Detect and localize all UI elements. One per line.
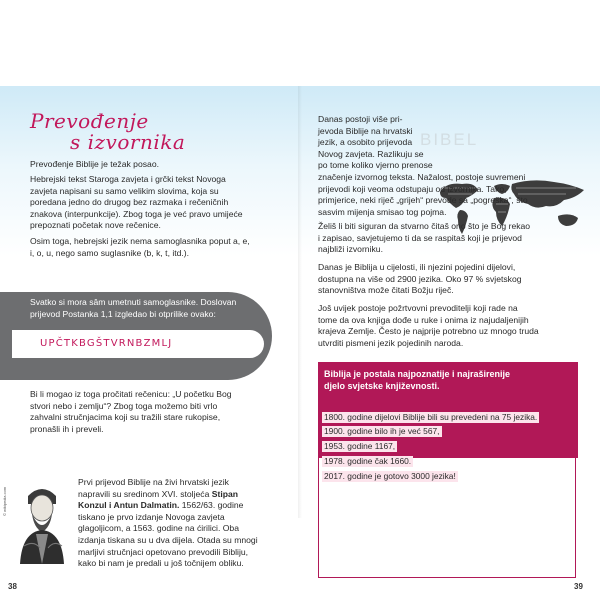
book-spread — [0, 86, 600, 591]
text-line: stvori nebo i zemlju“? Zbog toga možemo biti vrlo — [30, 400, 218, 411]
text-line: kako bi nam je predali u još točnijem obliku. — [78, 558, 244, 569]
text-line: Prvi prijevod Biblije na živi hrvatski jezik — [78, 477, 229, 487]
text-line: značenje izvornog teksta. Nažalost, postoje suvremeni — [318, 172, 526, 182]
text-line: Bi li mogao iz toga pročitati rečenicu: „U početku Bog — [30, 389, 232, 399]
text-line: marljivi stručnjaci opetovano prevodili Bibliju, — [78, 546, 249, 557]
text-line: Hebrejski tekst Staroga zavjeta i grčki tekst Novoga — [30, 174, 226, 184]
text-line: glagoljicom, a 1563. godine na ćirilici. Oba — [78, 523, 239, 534]
text-line: pronašli ih i preveli. — [30, 423, 104, 434]
timeline-entry — [322, 456, 413, 467]
timeline-year: 1900. — [324, 426, 345, 436]
text-line — [78, 500, 288, 512]
text-line: zahvalni stručnjacima koji su tražili stare rukopise, — [30, 412, 221, 423]
text-line: dostupna na više od 2900 jezika. Oko 97 % svjetskog — [318, 273, 522, 284]
question-paragraph — [30, 389, 280, 435]
timeline-entry — [322, 412, 539, 423]
languages-paragraph — [318, 262, 580, 297]
translator-name: Stipan — [211, 488, 239, 499]
text-line: jezik, a osobito prijevoda — [318, 137, 413, 148]
timeline-entry — [322, 471, 458, 482]
advice-paragraph — [318, 221, 580, 256]
page-number-left: 38 — [8, 582, 17, 591]
text-line: djelo svjetske književnosti. — [324, 380, 440, 391]
text-line: Još uvijek postoje požrtvovni prevoditelji koji rade na — [318, 303, 518, 313]
text-line: po tome koliko vjerno prenose — [318, 160, 433, 171]
timeline-text: godine čak 1660. — [347, 456, 412, 466]
translator-name: Konzul i Antun Dalmatin. — [78, 500, 180, 511]
text-line: tome da ova knjiga dođe u ruke i onima iz najudaljenijih — [318, 314, 529, 325]
text-line: Novog zavjeta. Razlikuju se — [318, 148, 424, 159]
text-line: tiskano je prvo izdanje Novoga zavjeta — [78, 511, 225, 522]
text-line: jevoda Biblije na hrvatski — [318, 125, 413, 136]
highlight-box-title — [324, 369, 574, 392]
timeline-text: godine je gotovo 3000 jezika! — [347, 471, 456, 481]
text-line: Svatko si mora sâm umetnuti samoglasnike. Doslovan — [30, 297, 237, 307]
title-line-2: s izvornika — [70, 130, 186, 154]
timeline-text: godine bilo ih je već 567, — [347, 426, 440, 436]
timeline-year: 2017. — [324, 471, 345, 481]
page-title — [30, 111, 230, 153]
text-line: Osim toga, hebrejski jezik nema samoglasnika poput a, e, — [30, 236, 250, 246]
image-credit: © wikipedia.com — [2, 486, 7, 516]
band-text — [30, 297, 255, 320]
text-line: zavjeta napisani su samo velikim slovima, koja su — [30, 185, 219, 196]
history-paragraph — [78, 477, 288, 570]
timeline-entry — [322, 426, 442, 437]
text-line: stanovništva može čitati Božju riječ. — [318, 285, 454, 296]
text-line: prijevod Postanka 1,1 izgledao bi otprilike ovako: — [30, 308, 216, 319]
page-gutter — [298, 86, 302, 518]
text-line: i zapisao, savjetujemo ti da se raspitaš koji je prijevod — [318, 232, 522, 243]
text-line: i, o, u, nego samo suglasnike (b, k, t, itd.). — [30, 247, 190, 258]
timeline-text: godine dijelovi Biblije bili su prevedeni na 75 jezika. — [347, 412, 538, 422]
text-line: izdanja tiskana su u dva dijela. Otada su mnogi — [78, 534, 258, 545]
text-line: Želiš li biti siguran da stvarno čitaš ono što je Bog rekao — [318, 221, 531, 231]
timeline-text: godine 1167, — [347, 441, 396, 451]
page-number-right: 39 — [574, 582, 583, 591]
text-line: prepoznati početak nove rečenice. — [30, 220, 161, 231]
timeline-row — [322, 426, 442, 437]
text-line: najbliži izvorniku. — [318, 244, 383, 255]
text-line: poredana jedno do drugog bez razmaka i rečeničnih — [30, 197, 229, 208]
timeline-row — [322, 412, 539, 423]
title-line-1: Prevođenje — [30, 109, 149, 133]
timeline-year: 1800. — [324, 412, 345, 422]
translations-paragraph-bottom — [318, 172, 580, 218]
text-line: Danas postoji više pri- — [318, 114, 403, 124]
timeline-entry — [322, 441, 397, 452]
text-line: krajeva Zemlje. Često je najprije potrebno uz mnogo truda — [318, 326, 539, 337]
intro-paragraph: Prevođenje Biblije je težak posao. — [30, 159, 159, 169]
timeline-year: 1953. — [324, 441, 345, 451]
translations-paragraph-top — [318, 114, 438, 172]
watermark: BIBEL — [420, 130, 479, 149]
timeline-row — [322, 441, 397, 452]
reformer-portrait-image — [14, 474, 70, 564]
timeline-row — [322, 471, 458, 482]
text-span: 1562/63. godine — [179, 500, 244, 511]
vowels-paragraph — [30, 236, 280, 259]
consonant-code: UPČTKBGŠTVRNBZMLJ — [40, 338, 173, 349]
text-line — [78, 489, 288, 501]
text-line: Danas je Biblija u cijelosti, ili njezini pojedini dijelovi, — [318, 262, 516, 272]
text-line: primjerice, neki riječ „grijeh“ prevode sa „pogreška“, što — [318, 195, 528, 206]
timeline-year: 1978. — [324, 456, 345, 466]
timeline-row — [322, 456, 413, 467]
translators-paragraph — [318, 303, 580, 349]
text-line: Biblija je postala najpoznatije i najraširenije — [324, 369, 511, 379]
text-line: prijevodi koji veoma odstupaju od izvornika. Tako, — [318, 183, 507, 194]
text-span: napravili su sredinom XVI. stoljeća — [78, 488, 210, 499]
text-line: utvrditi pismeni jezik pojedinih naroda. — [318, 337, 464, 348]
script-paragraph — [30, 174, 280, 232]
text-line: znakova (interpunkcije). Zbog toga je već pravo umijeće — [30, 208, 243, 219]
text-line: sasvim mijenja smisao tog pojma. — [318, 206, 447, 217]
